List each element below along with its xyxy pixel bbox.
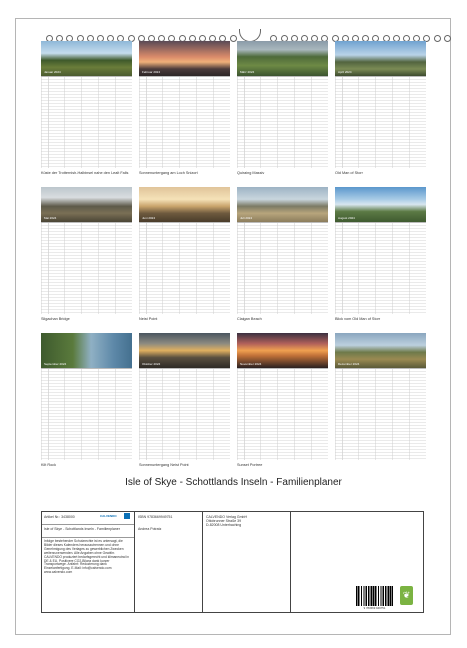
barcode (356, 586, 393, 606)
month-photo (41, 41, 132, 76)
month-label: Oktober 2024 (142, 362, 161, 366)
month-label: April 2024 (338, 70, 352, 74)
month-caption: Kilt Rock (41, 463, 56, 467)
month-block-march (237, 41, 328, 176)
month-block-january (41, 41, 132, 176)
month-block-february (139, 41, 230, 176)
month-photo (335, 333, 426, 368)
month-grid (139, 76, 230, 168)
brand-name: CALVENDO (100, 514, 117, 518)
month-grid (237, 76, 328, 168)
month-grid (41, 76, 132, 168)
month-caption: Old Man of Storr (335, 171, 363, 175)
month-photo (237, 333, 328, 368)
month-label: August 2024 (338, 216, 355, 220)
month-block-december (335, 333, 426, 463)
divider (134, 512, 135, 612)
publisher-city: D-82008 Unterhaching (206, 523, 242, 528)
month-grid (139, 368, 230, 460)
product-name: Isle of Skye - Schottlands Inseln - Familienplaner (44, 527, 120, 531)
divider (42, 537, 134, 538)
month-photo (335, 187, 426, 222)
month-caption: Neist Point (139, 317, 158, 321)
month-label: November 2024 (240, 362, 262, 366)
legal-notice: Infolge bestehender Schutzrechte ist es untersagt, die Bilder dieses Kalenders herauszutrennen und ohne Genehmigung des Verlages zu gewerblichen Zwecken weiterzuverwenden. Alle Angaben ohne Gewähr. CALVENDO produziert bedarfsgerecht und klimaneutral in DE & EU. Positivere CO2-Bilanz dank kurzer Transportwege. Anfahrt: Reduzierung dank Einzelanfertigung. E-Mail: info@calvendo.com www.calvendo.com (44, 539, 129, 575)
month-block-april (335, 41, 426, 176)
month-photo (237, 41, 328, 76)
binding-ring (444, 35, 451, 42)
month-label: Januar 2024 (44, 70, 61, 74)
month-label: März 2024 (240, 70, 255, 74)
month-photo (237, 187, 328, 222)
month-grid (237, 222, 328, 314)
month-label: Juli 2024 (240, 216, 253, 220)
month-grid (335, 368, 426, 460)
month-grid (41, 368, 132, 460)
author: Andrea Potratz (138, 527, 162, 531)
month-block-october (139, 333, 230, 468)
divider (202, 512, 203, 612)
month-photo (335, 41, 426, 76)
month-label: Juni 2024 (142, 216, 156, 220)
month-caption: Sonnenuntergang Neist Point (139, 463, 189, 467)
month-grid (335, 76, 426, 168)
month-block-august (335, 187, 426, 322)
eco-leaf-icon: ❦ (400, 586, 413, 605)
month-caption: Blick vom Old Man of Storr (335, 317, 381, 321)
month-caption: Claigan Beach (237, 317, 262, 321)
month-caption: Küste der Trotternish-Halbinsel nahe den Lealt Falls (41, 171, 129, 175)
month-caption: Sligachan Bridge (41, 317, 70, 321)
month-grid (139, 222, 230, 314)
month-label: Mai 2024 (44, 216, 57, 220)
publisher-cell (206, 515, 290, 528)
month-photo (41, 187, 132, 222)
article-number: Artikel Nr.: 3438000 (44, 515, 75, 519)
month-grid (335, 222, 426, 314)
isbn-cell (138, 515, 198, 519)
month-grid (41, 222, 132, 314)
divider (290, 512, 291, 612)
isbn: ISBN 9783669949751 (138, 515, 173, 519)
month-caption: Sunset Portree (237, 463, 263, 467)
month-photo (41, 333, 132, 368)
month-label: September 2024 (44, 362, 67, 366)
barcode-number: 9 783669 949751 (363, 606, 386, 610)
month-caption: Sonnenuntergang am Loch Snizort (139, 171, 198, 175)
month-photo (139, 333, 230, 368)
article-cell (44, 515, 134, 519)
binding-ring (434, 35, 441, 42)
calendar-title: Isle of Skye - Schottlands Inseln - Familienplaner (125, 477, 342, 488)
month-photo (139, 41, 230, 76)
month-block-november (237, 333, 328, 468)
divider (42, 524, 134, 525)
month-photo (139, 187, 230, 222)
month-label: Februar 2024 (142, 70, 161, 74)
month-label: Dezember 2024 (338, 362, 360, 366)
month-block-july (237, 187, 328, 322)
month-block-june (139, 187, 230, 322)
month-caption: Quiraing Massiv (237, 171, 265, 175)
month-grid (237, 368, 328, 460)
month-block-september (41, 333, 132, 468)
publisher-name: CALVENDO Verlag GmbH (206, 515, 247, 519)
info-box (41, 511, 424, 613)
binding-ring (230, 35, 237, 42)
publisher-street: Ottobrunner Straße 39 (206, 519, 242, 524)
brand-logo-icon (124, 513, 130, 519)
month-block-may (41, 187, 132, 322)
